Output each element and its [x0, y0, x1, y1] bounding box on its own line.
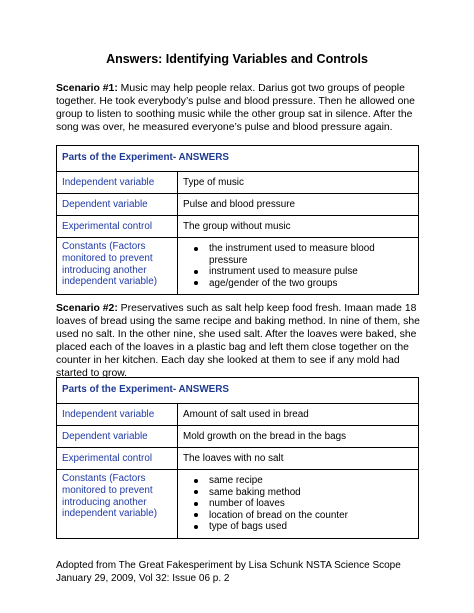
list-item: number of loaves	[209, 498, 413, 510]
table-row	[57, 404, 419, 426]
list-item: the instrument used to measure blood pressure	[209, 243, 413, 266]
scenario-1-label: Scenario #1:	[56, 83, 118, 94]
scenario-1-body: Music may help people relax. Darius got two groups of people together. He took everybody’s pulse and blood pressure. Then he allowed one group to listen to soothing music while the other group sat in silence. After the song was over, he measured everyone’s pulse and blood pressure again.	[56, 83, 415, 134]
table-row	[57, 238, 419, 295]
part-cell: Dependent variable	[57, 194, 178, 216]
table-row	[57, 470, 419, 539]
constants-list	[183, 243, 413, 289]
list-item: type of bags used	[209, 521, 413, 533]
page-title: Answers: Identifying Variables and Controls	[106, 52, 368, 66]
scenario-1-text	[56, 82, 424, 134]
scenario-2-text	[56, 302, 424, 381]
answer-cell: Type of music	[178, 172, 419, 194]
table-header: Parts of the Experiment- ANSWERS	[57, 146, 419, 172]
part-cell: Experimental control	[57, 448, 178, 470]
answer-cell: Amount of salt used in bread	[178, 404, 419, 426]
part-cell: Dependent variable	[57, 426, 178, 448]
footer-citation: Adopted from The Great Fakesperiment by Lisa Schunk NSTA Science Scope January 29, 2009, Vol 32: Issue 06 p. 2	[56, 560, 401, 584]
constants-cell	[178, 238, 419, 295]
list-item: instrument used to measure pulse	[209, 266, 413, 278]
answer-cell: Mold growth on the bread in the bags	[178, 426, 419, 448]
scenario-2-body: Preservatives such as salt help keep food fresh. Imaan made 18 loaves of bread using the same recipe and baking method. In nine of them, she used no salt. In the other nine, she used salt. After the loaves were baked, she placed each of the loaves in a plastic bag and left them close together on the counter in her kitchen. Each day she looked at them to see if any mold had started to grow.	[56, 303, 420, 380]
answer-cell: The loaves with no salt	[178, 448, 419, 470]
table-row	[57, 172, 419, 194]
answer-cell: The group without music	[178, 216, 419, 238]
list-item: age/gender of the two groups	[209, 278, 413, 290]
constants-list	[183, 475, 413, 533]
constants-label-cell: Constants (Factors monitored to prevent introducing another independent variable)	[57, 238, 178, 295]
constants-cell	[178, 470, 419, 539]
table-row	[57, 216, 419, 238]
list-item: same recipe	[209, 475, 413, 487]
part-cell: Experimental control	[57, 216, 178, 238]
scenario-1-table	[56, 145, 419, 295]
table-header: Parts of the Experiment- ANSWERS	[57, 378, 419, 404]
scenario-2-label: Scenario #2:	[56, 303, 118, 314]
part-cell: Independent variable	[57, 172, 178, 194]
answer-cell: Pulse and blood pressure	[178, 194, 419, 216]
list-item: same baking method	[209, 487, 413, 499]
table-row	[57, 426, 419, 448]
table-row	[57, 194, 419, 216]
scenario-2-table	[56, 377, 419, 539]
part-cell: Independent variable	[57, 404, 178, 426]
list-item: location of bread on the counter	[209, 510, 413, 522]
table-row	[57, 448, 419, 470]
constants-label-cell: Constants (Factors monitored to prevent introducing another independent variable)	[57, 470, 178, 539]
